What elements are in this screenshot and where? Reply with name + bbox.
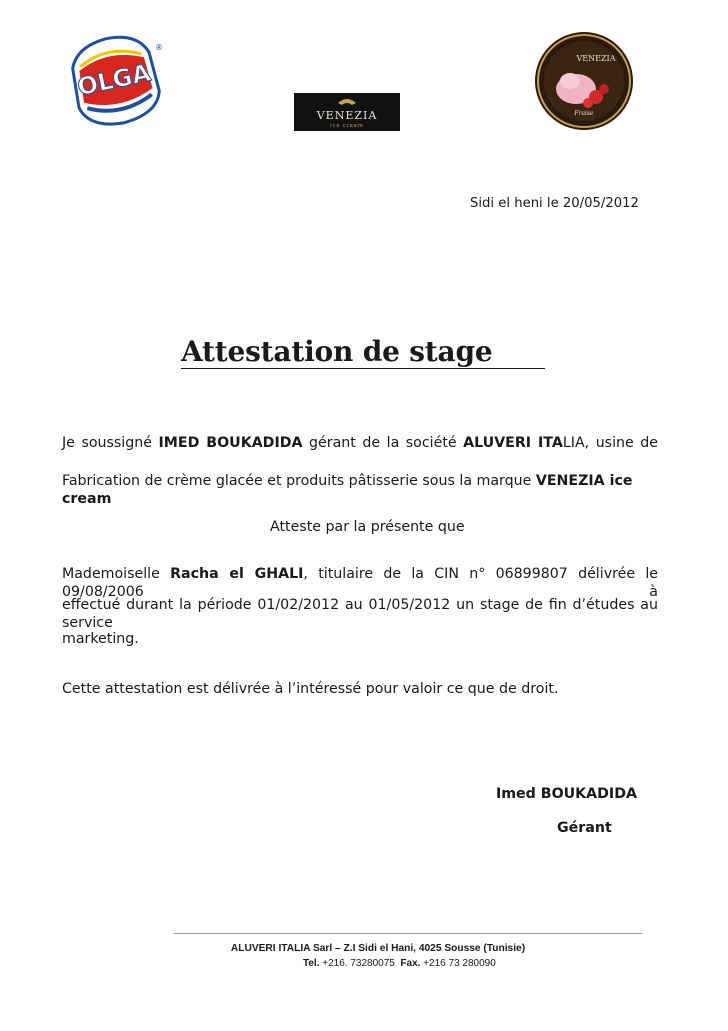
- intro-text-3: , usine de: [584, 435, 658, 451]
- intro-text-1: Je soussigné: [62, 435, 159, 451]
- fax-label: Fax.: [400, 958, 421, 969]
- venezia-logo-text: VENEZIA: [316, 109, 378, 122]
- signatory-name: Imed BOUKADIDA: [496, 786, 637, 802]
- venezia-lid-image: [534, 31, 634, 131]
- title-underline: [181, 368, 545, 369]
- paragraph-intro-line1: [62, 434, 658, 452]
- intro-text-2: gérant de la société: [302, 435, 464, 451]
- paragraph-intern-line2: effectué durant la période 01/02/2012 au 01/05/2012 un stage de fin d’études au service: [62, 597, 658, 631]
- manager-name: IMED BOUKADIDA: [158, 435, 303, 451]
- fax-value: +216 73 280090: [423, 958, 496, 969]
- paragraph-intro-line2: [62, 472, 662, 508]
- footer-address-text: ALUVERI ITALIA Sarl – Z.I Sidi el Hani, 4025 Sousse (Tunisie): [230, 943, 526, 954]
- intern-name: Racha el GHALI: [170, 566, 304, 582]
- registered-mark: ®: [155, 43, 163, 52]
- intro-line2-text: Fabrication de crème glacée et produits pâtisserie sous la marque: [62, 473, 536, 489]
- company-name-rest: LIA: [562, 435, 585, 451]
- footer-divider: [174, 933, 642, 934]
- footer-contact: [303, 958, 496, 969]
- lid-flavor-text: Fraise: [574, 110, 594, 117]
- footer-address: [0, 943, 728, 954]
- venezia-logo: [294, 93, 400, 131]
- signatory-role: Gérant: [557, 820, 612, 836]
- olga-logo-text: OLGA: [74, 58, 154, 102]
- lid-brand-text: VENEZIA: [576, 54, 616, 63]
- intern-text-1: Mademoiselle: [62, 566, 171, 582]
- brand-name: VENEZIA ice cream: [62, 473, 633, 507]
- date-line: Sidi el heni le 20/05/2012: [470, 196, 639, 211]
- closing-statement: Cette attestation est délivrée à l’intéressé pour valoir ce que de droit.: [62, 681, 559, 697]
- page-title: Attestation de stage: [181, 335, 493, 368]
- tel-value: +216. 73280075: [322, 958, 395, 969]
- venezia-logo-subtext: ice cream: [330, 123, 364, 129]
- intern-text-2: , titulaire de la CIN n° 06899807 délivrée le 09/08/2006 à: [62, 566, 659, 600]
- attestation-statement: Atteste par la présente que: [270, 519, 465, 535]
- tel-label: Tel.: [303, 958, 320, 969]
- company-name-bold: ALUVERI ITA: [463, 435, 563, 451]
- olga-logo: [62, 30, 166, 130]
- paragraph-intern-line3: marketing.: [62, 631, 139, 647]
